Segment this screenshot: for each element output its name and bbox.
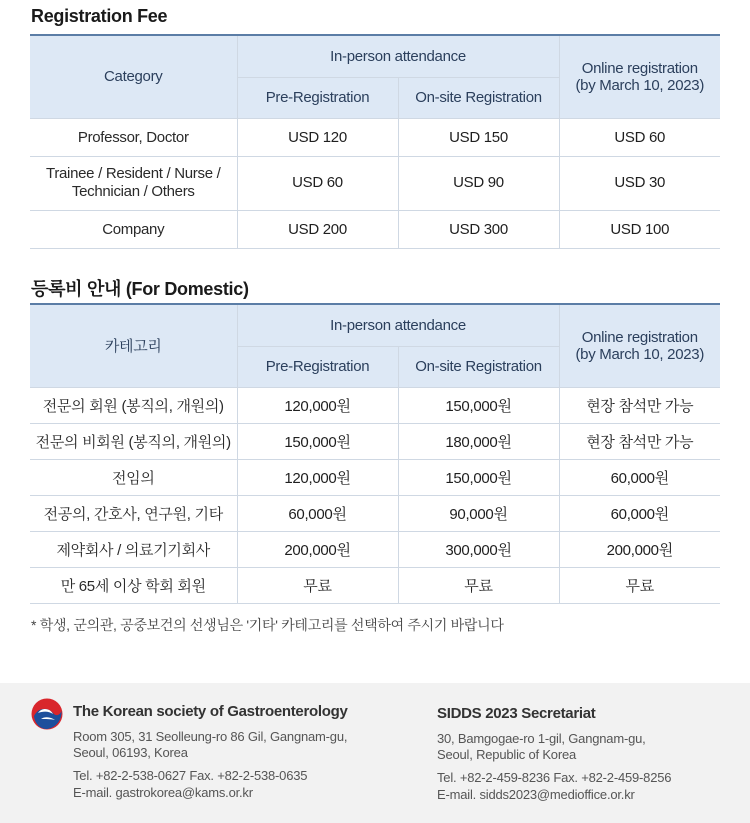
category-cell: Company (30, 210, 237, 248)
pre-fee-cell: USD 60 (237, 156, 398, 210)
onsite-fee-cell: 무료 (398, 567, 559, 603)
table-row (30, 156, 720, 210)
onsite-fee-cell: 300,000원 (398, 531, 559, 567)
society-name: The Korean society of Gastroenterology (73, 703, 348, 720)
online-fee-cell: 200,000원 (559, 531, 720, 567)
onsite-fee-cell: USD 150 (398, 118, 559, 156)
society-address (73, 729, 403, 761)
pre-fee-cell: USD 120 (237, 118, 398, 156)
onsite-fee-cell: USD 90 (398, 156, 559, 210)
secretariat-address-line1: 30, Bamgogae-ro 1-gil, Gangnam-gu, (437, 731, 646, 746)
footer (0, 683, 750, 823)
table-row (30, 531, 720, 567)
table-row (30, 387, 720, 423)
category-line2: Technician / Others (71, 183, 195, 200)
pre-fee-cell: 200,000원 (237, 531, 398, 567)
in-person-header: In-person attendance (237, 35, 559, 77)
online-header-line2: (by March 10, 2023) (575, 345, 705, 363)
secretariat-address (437, 731, 737, 763)
in-person-header: In-person attendance (237, 304, 559, 346)
table-row (30, 495, 720, 531)
secretariat-tel: Tel. +82-2-459-8236 Fax. +82-2-459-8256 (437, 770, 672, 785)
onsite-registration-header: On-site Registration (398, 77, 559, 118)
society-address-line2: Seoul, 06193, Korea (73, 745, 188, 760)
pre-registration-header: Pre-Registration (237, 77, 398, 118)
online-fee-cell: 현장 참석만 가능 (559, 387, 720, 423)
society-email: E-mail. gastrokorea@kams.or.kr (73, 785, 253, 800)
online-header-line2: (by March 10, 2023) (575, 76, 705, 94)
table-row (30, 118, 720, 156)
online-fee-cell: 현장 참석만 가능 (559, 423, 720, 459)
category-cell: 전문의 비회원 (봉직의, 개원의) (30, 423, 237, 459)
category-cell: 전공의, 간호사, 연구원, 기타 (30, 495, 237, 531)
secretariat-address-line2: Seoul, Republic of Korea (437, 747, 577, 762)
secretariat-email: E-mail. sidds2023@medioffice.or.kr (437, 787, 635, 802)
society-tel: Tel. +82-2-538-0627 Fax. +82-2-538-0635 (73, 768, 308, 783)
pre-fee-cell: 120,000원 (237, 459, 398, 495)
pre-fee-cell: 무료 (237, 567, 398, 603)
onsite-fee-cell: 150,000원 (398, 459, 559, 495)
category-header: Category (30, 35, 237, 118)
category-cell: 제약회사 / 의료기기회사 (30, 531, 237, 567)
society-phone-email (73, 767, 403, 801)
table-row (30, 210, 720, 248)
online-header-line1: Online registration (581, 59, 698, 77)
online-fee-cell: USD 30 (559, 156, 720, 210)
online-fee-cell: 60,000원 (559, 459, 720, 495)
secretariat-name: SIDDS 2023 Secretariat (437, 705, 596, 722)
online-fee-cell: USD 100 (559, 210, 720, 248)
online-registration-header (559, 35, 720, 118)
pre-fee-cell: 120,000원 (237, 387, 398, 423)
domestic-fee-table (30, 303, 720, 604)
registration-fee-title: Registration Fee (31, 6, 168, 26)
category-header: 카테고리 (30, 304, 237, 387)
onsite-fee-cell: 90,000원 (398, 495, 559, 531)
pre-fee-cell: 60,000원 (237, 495, 398, 531)
online-header-line1: Online registration (581, 328, 698, 346)
pre-registration-header: Pre-Registration (237, 346, 398, 387)
category-line1: Trainee / Resident / Nurse / (46, 165, 221, 182)
registration-fee-table (30, 34, 720, 249)
pre-fee-cell: USD 200 (237, 210, 398, 248)
online-fee-cell: USD 60 (559, 118, 720, 156)
online-registration-header (559, 304, 720, 387)
category-cell: 전문의 회원 (봉직의, 개원의) (30, 387, 237, 423)
domestic-fee-title: 등록비 안내 (For Domestic) (31, 279, 249, 299)
society-contact (73, 703, 403, 801)
onsite-fee-cell: 180,000원 (398, 423, 559, 459)
onsite-fee-cell: USD 300 (398, 210, 559, 248)
category-cell: 전임의 (30, 459, 237, 495)
society-address-line1: Room 305, 31 Seolleung-ro 86 Gil, Gangnam-gu, (73, 729, 348, 744)
online-fee-cell: 무료 (559, 567, 720, 603)
table-row (30, 459, 720, 495)
category-note: * 학생, 군의관, 공중보건의 선생님은 '기타' 카테고리를 선택하여 주시기 바랍니다 (31, 617, 504, 633)
category-cell: 만 65세 이상 학회 회원 (30, 567, 237, 603)
society-logo-icon (31, 698, 63, 730)
pre-fee-cell: 150,000원 (237, 423, 398, 459)
secretariat-phone-email (437, 769, 737, 803)
onsite-fee-cell: 150,000원 (398, 387, 559, 423)
category-cell (30, 156, 237, 210)
table-row (30, 567, 720, 603)
category-cell: Professor, Doctor (30, 118, 237, 156)
secretariat-contact (437, 705, 737, 803)
table-row (30, 423, 720, 459)
online-fee-cell: 60,000원 (559, 495, 720, 531)
onsite-registration-header: On-site Registration (398, 346, 559, 387)
